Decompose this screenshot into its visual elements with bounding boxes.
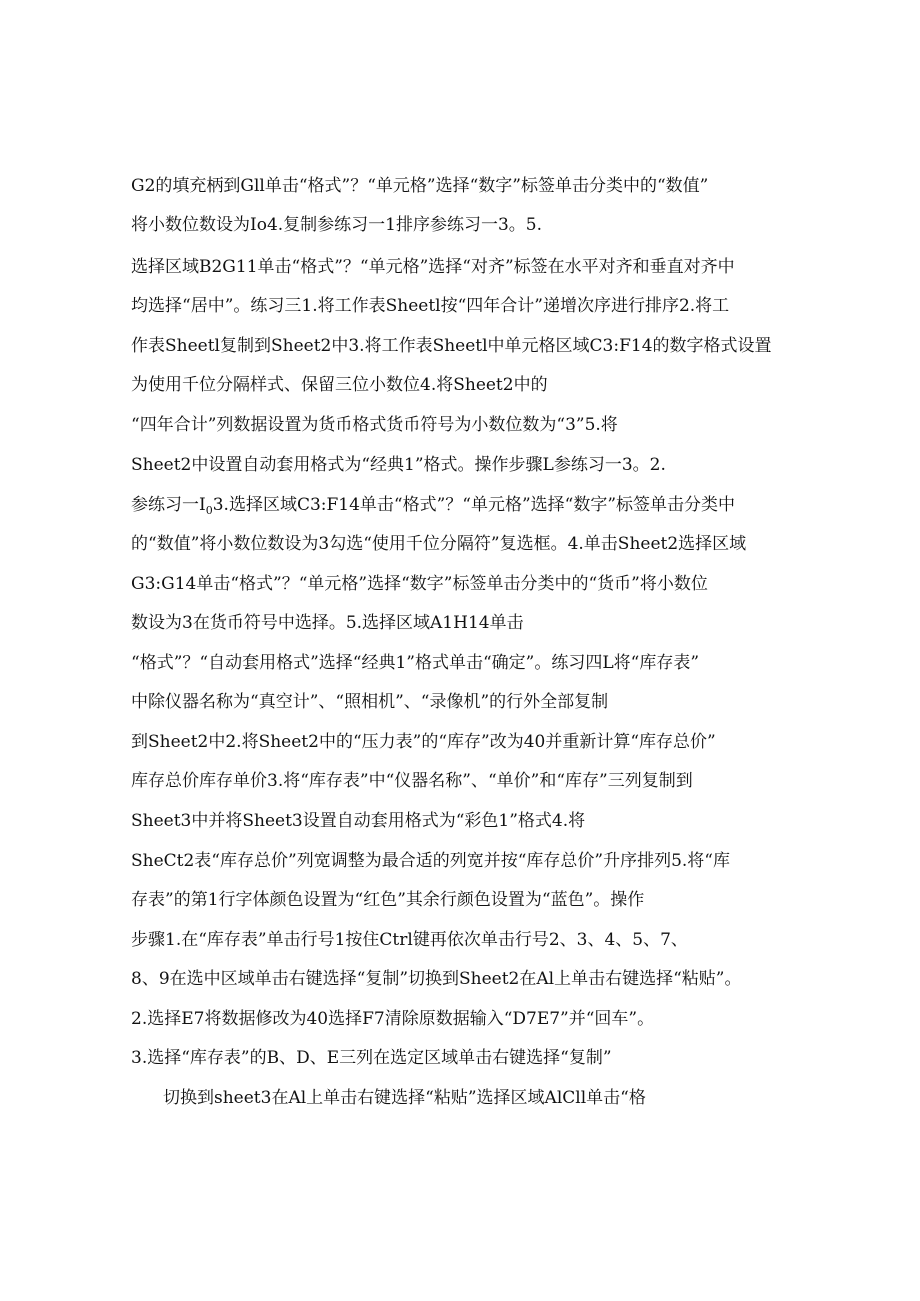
text-line: G2的填充柄到Gll单击“格式”？“单元格”选择“数字”标签单击分类中的“数值” <box>131 176 709 196</box>
text-line: 2.选择E7将数据修改为40选择F7清除原数据输入“D7E7”并“回车”。 <box>131 1009 655 1029</box>
text-line: 为使用千位分隔样式、保留三位小数位4.将Sheet2中的 <box>131 375 548 395</box>
text-line: 步骤1.在“库存表”单击行号1按住Ctrl键再依次单击行号2、3、4、5、7、 <box>131 930 688 950</box>
text-line <box>131 494 811 522</box>
text-line: 3.选择“库存表”的B、D、E三列在选定区域单击右键选择“复制” <box>131 1048 612 1068</box>
text-line: 存表”的第1行字体颜色设置为“红色”其余行颜色设置为“蓝色”。操作 <box>131 890 645 910</box>
text-segment: 参练习一I <box>131 495 206 515</box>
text-line: Sheet2中设置自动套用格式为“经典1”格式。操作步骤L参练习一3。2. <box>131 455 666 475</box>
text-line: 选择区域B2G11单击“格式”？“单元格”选择“对齐”标签在水平对齐和垂直对齐中 <box>131 257 735 277</box>
text-line: 数设为3在货币符号中选择。5.选择区域A1H14单击 <box>131 613 524 633</box>
text-line: 中除仪器名称为“真空计”、“照相机”、“录像机”的行外全部复制 <box>131 692 609 712</box>
text-line: 到Sheet2中2.将Sheet2中的“压力表”的“库存”改为40并重新计算“库存总价” <box>131 732 716 752</box>
text-line: 的“数值”将小数位数设为3勾选“使用千位分隔符”复选框。4.单击Sheet2选择区域 <box>131 534 747 554</box>
text-line: G3:G14单击“格式”？“单元格”选择“数字”标签单击分类中的“货币”将小数位 <box>131 574 708 594</box>
text-line: “四年合计”列数据设置为货币格式货币符号为小数位数为“3”5.将 <box>131 415 618 435</box>
text-line: 均选择“居中”。练习三1.将工作表Sheetl按“四年合计”递增次序进行排序2.将工 <box>131 296 730 316</box>
text-line: SheCt2表“库存总价”列宽调整为最合适的列宽并按“库存总价”升序排列5.将“库 <box>131 851 730 871</box>
text-line: 8、9在选中区域单击右键选择“复制”切换到Sheet2在Al上单击右键选择“粘贴”。 <box>131 969 742 989</box>
text-line: 作表Sheetl复制到Sheet2中3.将工作表Sheetl中单元格区域C3:F14的数字格式设置 <box>131 336 772 356</box>
subscript-zero: 0 <box>205 504 213 517</box>
text-segment: 3.选择区域C3:F14单击“格式”？“单元格”选择“数字”标签单击分类中 <box>212 495 736 515</box>
text-line: 切换到sheet3在Al上单击右键选择“粘贴”选择区域AlCll单击“格 <box>163 1088 646 1108</box>
text-line: Sheet3中并将Sheet3设置自动套用格式为“彩色1”格式4.将 <box>131 811 586 831</box>
text-line: 库存总价库存单价3.将“库存表”中“仪器名称”、“单价”和“库存”三列复制到 <box>131 771 693 791</box>
text-line: “格式”？“自动套用格式”选择“经典1”格式单击“确定”。练习四L将“库存表” <box>131 653 700 673</box>
text-line: 将小数位数设为Io4.复制参练习一1排序参练习一3。5. <box>131 215 543 235</box>
